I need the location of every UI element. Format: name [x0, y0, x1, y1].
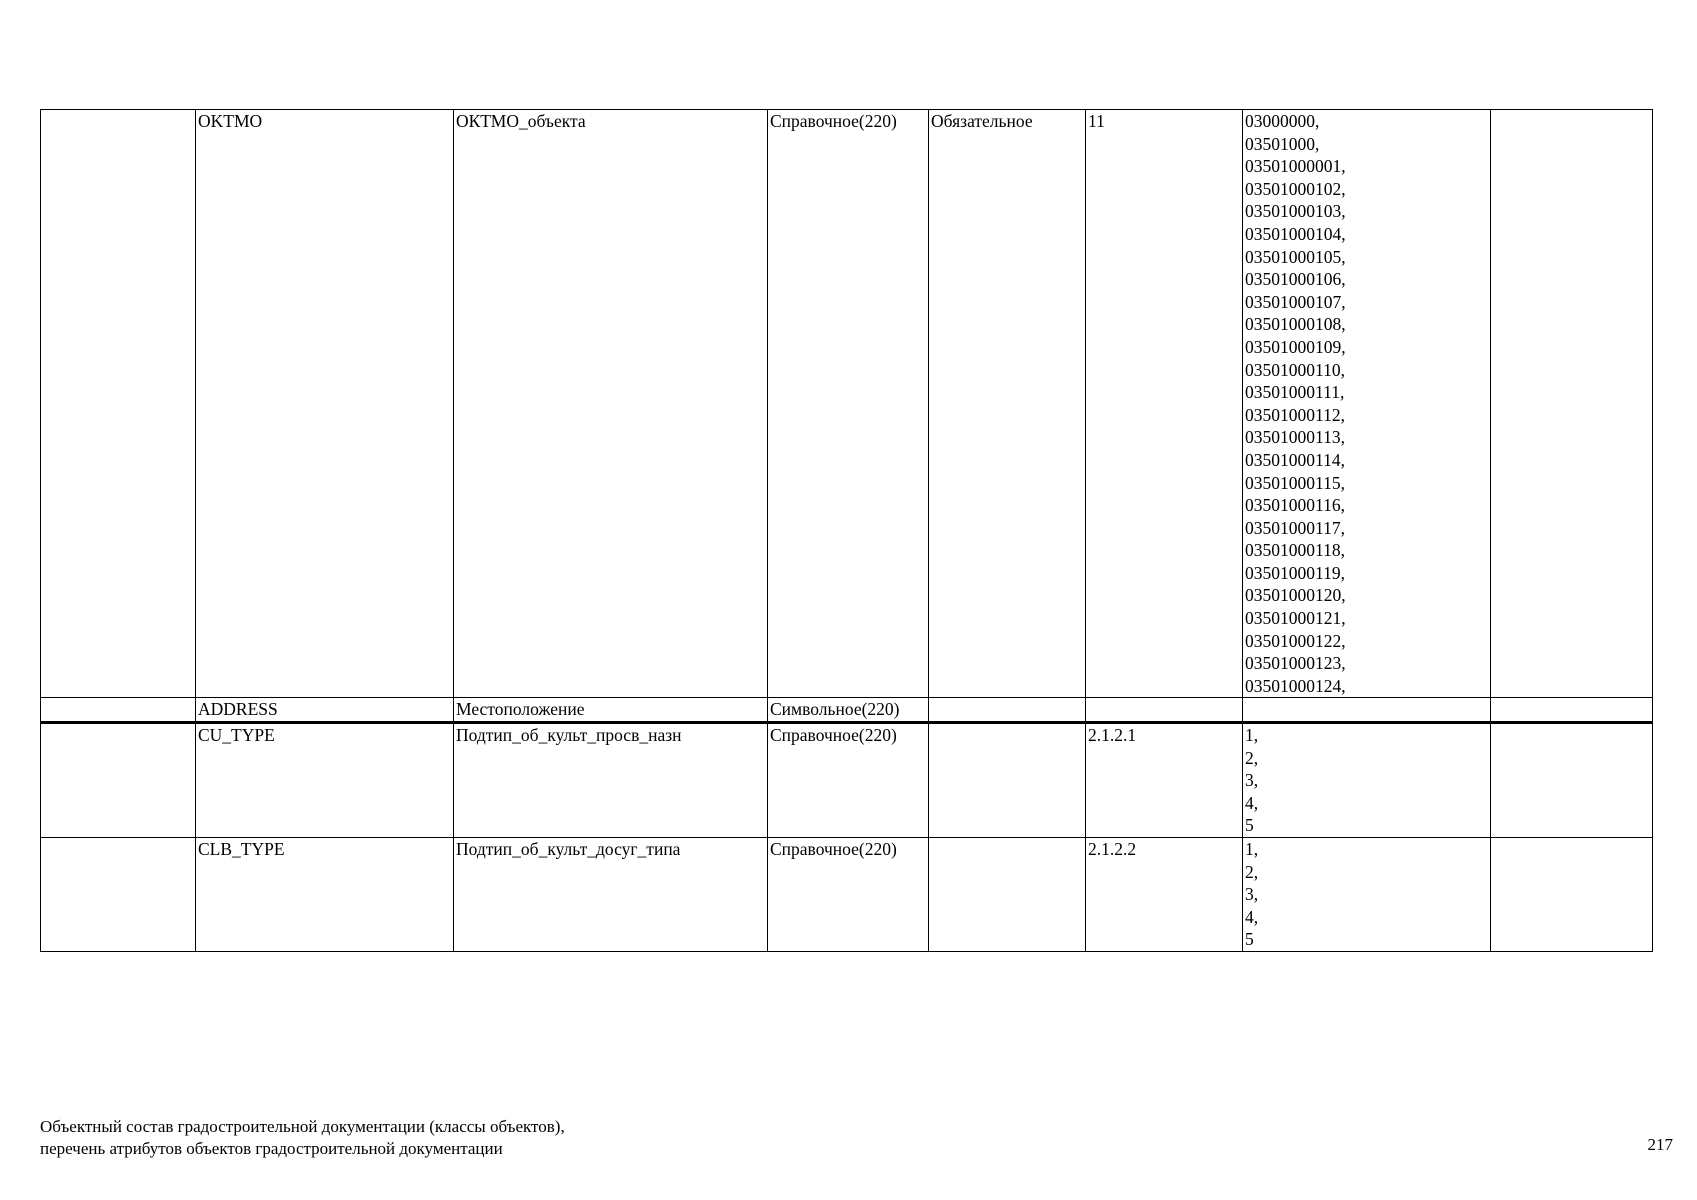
value-item: 03501000116, [1245, 495, 1345, 516]
value-item: 2, [1245, 747, 1259, 768]
cell-name: Подтип_об_культ_просв_назн [454, 723, 768, 838]
value-item: 03501000102, [1245, 178, 1346, 199]
value-item: 03501000105, [1245, 246, 1346, 267]
value-item: 3, [1245, 884, 1259, 905]
cell-required [929, 698, 1086, 723]
value-item: 03501000106, [1245, 269, 1346, 290]
cell-values [1243, 110, 1491, 698]
value-item: 03501000111, [1245, 382, 1345, 403]
value-item: 03501000104, [1245, 223, 1346, 244]
value-item: 03501000123, [1245, 653, 1346, 674]
cell-name: ОКТМО_объекта [454, 110, 768, 698]
value-item: 03501000112, [1245, 404, 1345, 425]
table-row [41, 723, 1653, 838]
table-row [41, 110, 1653, 698]
cell-values [1243, 723, 1491, 838]
cell-name: Подтип_об_культ_досуг_типа [454, 838, 768, 952]
cell-blank [41, 838, 196, 952]
value-item: 4, [1245, 792, 1259, 813]
value-item: 03501000118, [1245, 540, 1345, 561]
page-number: 217 [1647, 1135, 1673, 1154]
cell-name: Местоположение [454, 698, 768, 723]
cell-blank [41, 110, 196, 698]
cell-code: CU_TYPE [196, 723, 454, 838]
value-item: 03501000, [1245, 133, 1320, 154]
table-row [41, 698, 1653, 723]
cell-ref: 2.1.2.2 [1086, 838, 1243, 952]
cell-blank [41, 723, 196, 838]
value-item: 03501000121, [1245, 608, 1346, 629]
footer-line-1: Объектный состав градостроительной документации (классы объектов), [40, 1117, 565, 1136]
value-item: 03501000110, [1245, 359, 1345, 380]
cell-values [1243, 838, 1491, 952]
page-footer [40, 1116, 565, 1160]
value-item: 03501000119, [1245, 562, 1345, 583]
value-item: 03501000124, [1245, 675, 1346, 696]
value-item: 03501000109, [1245, 336, 1346, 357]
value-item: 03000000, [1245, 111, 1320, 131]
cell-type: Символьное(220) [768, 698, 929, 723]
cell-note [1491, 698, 1653, 723]
cell-type: Справочное(220) [768, 110, 929, 698]
value-item: 1, [1245, 725, 1259, 746]
value-item: 03501000113, [1245, 427, 1345, 448]
value-item: 03501000103, [1245, 201, 1346, 222]
value-item: 03501000122, [1245, 630, 1346, 651]
cell-required: Обязательное [929, 110, 1086, 698]
value-item: 03501000107, [1245, 291, 1346, 312]
value-item: 03501000115, [1245, 472, 1345, 493]
table-row [41, 838, 1653, 952]
value-item: 03501000120, [1245, 585, 1346, 606]
cell-code: OKTMO [196, 110, 454, 698]
attributes-table-body [41, 110, 1653, 952]
value-item: 03501000001, [1245, 156, 1346, 177]
value-item: 5 [1245, 815, 1254, 836]
value-item: 03501000114, [1245, 449, 1345, 470]
value-item: 1, [1245, 839, 1259, 859]
value-item: 5 [1245, 929, 1254, 950]
cell-note [1491, 110, 1653, 698]
cell-code: ADDRESS [196, 698, 454, 723]
value-item: 3, [1245, 770, 1259, 791]
cell-required [929, 838, 1086, 952]
cell-ref: 11 [1086, 110, 1243, 698]
cell-type: Справочное(220) [768, 838, 929, 952]
cell-type: Справочное(220) [768, 723, 929, 838]
value-item: 2, [1245, 861, 1259, 882]
attributes-table [40, 109, 1653, 952]
cell-values [1243, 698, 1491, 723]
value-item: 03501000117, [1245, 517, 1345, 538]
cell-required [929, 723, 1086, 838]
cell-ref: 2.1.2.1 [1086, 723, 1243, 838]
cell-blank [41, 698, 196, 723]
footer-line-2: перечень атрибутов объектов градостроительной документации [40, 1139, 503, 1158]
value-item: 03501000108, [1245, 314, 1346, 335]
cell-note [1491, 723, 1653, 838]
cell-ref [1086, 698, 1243, 723]
cell-code: CLB_TYPE [196, 838, 454, 952]
value-item: 4, [1245, 906, 1259, 927]
cell-note [1491, 838, 1653, 952]
